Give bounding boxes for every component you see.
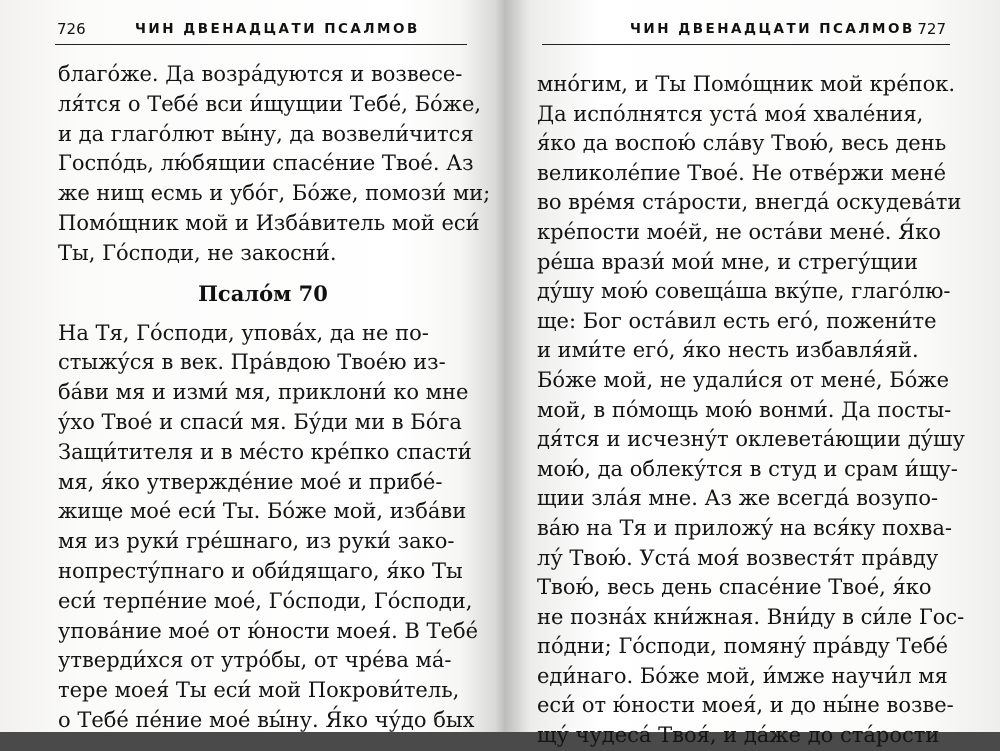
text-line: На Тя, Го́споди, упова́х, да не по-	[58, 320, 429, 345]
text-line: и ими́те его́, я́ко несть избавля́яй.	[537, 338, 919, 363]
right-page-body	[537, 70, 965, 751]
text-line: мя, я́ко утвержде́ние мое́ и прибе́-	[58, 469, 443, 494]
left-page-header	[55, 18, 467, 45]
psalm-heading: Псало́м 70	[198, 280, 328, 306]
text-line: Да испо́лнятся уста́ моя́ хвале́ния,	[537, 101, 924, 126]
text-line: утверди́хся от утро́бы, от чре́ва ма́-	[58, 648, 452, 673]
text-line: ва́ю на Тя и приложу́ на вся́ку похва-	[537, 515, 952, 540]
paragraph-psalm-69-ending	[58, 60, 491, 269]
right-page-header	[542, 18, 950, 45]
text-line: кре́пости мое́й, не оста́ви мене́. Я́ко	[537, 219, 941, 244]
right-page	[502, 0, 1000, 748]
right-running-title: ЧИН ДВЕНАДЦАТИ ПСАЛМОВ	[630, 21, 915, 37]
text-line: еси́ от ю́ности моея́, и до ны́не возве-	[537, 693, 954, 718]
text-line: Твою́, весь день спасе́ние Твое́, я́ко	[537, 575, 932, 600]
text-line: Ты, Го́споди, не закосни́.	[58, 240, 337, 265]
text-line: благо́же. Да возра́дуются и возвесе-	[58, 62, 463, 86]
text-line: тере моея́ Ты еси́ мой Покрови́тель,	[58, 678, 460, 703]
text-line: щии зла́я мне. Аз же всегда́ возупо-	[537, 486, 939, 511]
text-line: я́ко да воспою́ сла́ву Твою́, весь день	[537, 131, 947, 156]
left-page-number: 726	[57, 20, 86, 38]
text-line: нопресту́пнаго и оби́дящаго, я́ко Ты	[58, 558, 463, 583]
text-line: Помо́щник мой и Изба́витель мой еси́	[58, 210, 480, 235]
text-line: Защи́тителя и в ме́сто кре́пко спасти́	[58, 439, 472, 464]
text-line: ля́тся о Тебе́ вси и́щущии Тебе́, Бо́же,	[58, 91, 482, 116]
text-line: еди́наго. Бо́же мой, и́мже научи́л мя	[537, 663, 948, 688]
text-line: Бо́же мой, не удали́ся от мене́, Бо́же	[537, 367, 950, 392]
left-page	[0, 0, 498, 732]
text-line: ду́шу мою́ совеща́ша вку́пе, глаго́лю-	[537, 279, 951, 304]
text-line: мой, в по́мощь мою́ вонми́. Да посты-	[537, 397, 952, 422]
text-line: у́хо Твое́ и спаси́ мя. Бу́ди ми в Бо́га	[58, 409, 462, 434]
left-page-body	[58, 60, 491, 736]
text-line: ще: Бог оста́вил есть его́, пожени́те	[537, 308, 937, 333]
text-line: же нищ есмь и убо́г, Бо́же, помози́ ми;	[58, 181, 491, 206]
text-line: дя́тся и исчезну́т оклевета́ющии ду́шу	[537, 427, 965, 452]
text-line: упова́ние мое́ от ю́ности моея́. В Тебе́	[58, 618, 479, 643]
paragraph-psalm-70	[58, 319, 479, 736]
text-line: мою́, да облеку́тся в студ и срам и́щу-	[537, 456, 958, 481]
text-line: еси́ терпе́ние мое́, Го́споди, Го́споди,	[58, 588, 473, 613]
text-line: щу́ чудеса́ Твоя́, и да́же до ста́рости	[537, 723, 940, 748]
text-line: жище мое́ еси́ Ты. Бо́же мой, изба́ви	[58, 499, 467, 524]
text-line: Госпо́дь, лю́бящии спасе́ние Твое́. Аз	[58, 151, 474, 176]
text-line: мя из руки́ гре́шнаго, из руки́ зако-	[58, 529, 455, 554]
left-running-title: ЧИН ДВЕНАДЦАТИ ПСАЛМОВ	[135, 21, 420, 37]
text-line: не позна́х кни́жная. Вни́ду в си́ле Гос-	[537, 604, 965, 629]
text-line: ре́ша врази́ мои́ мне, и стрегу́щии	[537, 249, 919, 274]
text-line: великоле́пие Твое́. Не отве́ржи мене́	[537, 160, 947, 185]
right-page-number: 727	[917, 20, 946, 38]
text-line: лу́ Твою́. Уста́ моя́ возвестя́т пра́вду	[537, 545, 939, 570]
text-line: стыжу́ся в век. Пра́вдою Твое́ю из-	[58, 350, 446, 375]
text-line: по́дни; Го́споди, помяну́ пра́вду Тебе́	[537, 634, 949, 659]
text-line: во вре́мя ста́рости, внегда́ оскудева́ти	[537, 190, 962, 215]
text-line: о Тебе́ пе́ние мое́ вы́ну. Я́ко чу́до бых	[58, 707, 475, 732]
text-line: и да глаго́лют вы́ну, да возвели́чится	[58, 121, 474, 146]
text-line: ба́ви мя и изми́ мя, приклони́ ко мне	[58, 380, 469, 405]
text-line: мно́гим, и Ты Помо́щник мой кре́пок.	[537, 72, 956, 96]
